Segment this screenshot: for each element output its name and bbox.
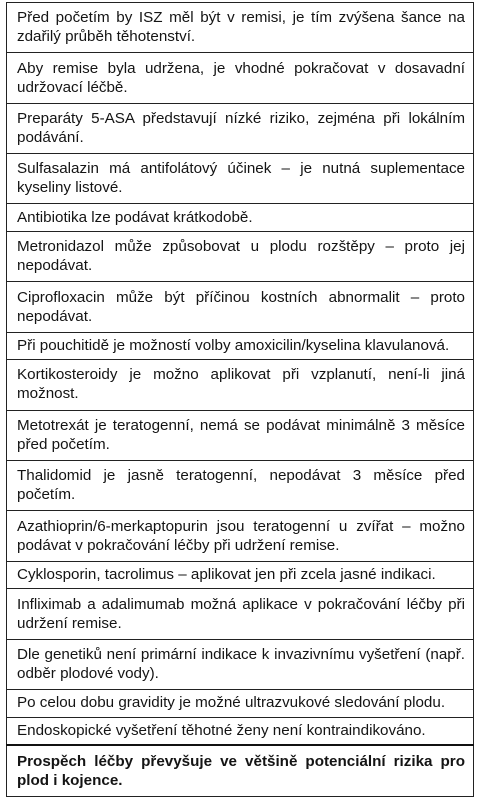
recommendation-cell [7, 232, 474, 282]
recommendation-text: Thalidomid je jasně teratogenní, nepodávat 3 měsíce před početím. [17, 467, 465, 504]
recommendation-text: Kortikosteroidy je možno aplikovat při vzplanutí, není-li jiná možnost. [17, 366, 465, 403]
recommendation-text: Azathioprin/6-merkaptopurin jsou teratogenní u zvířat – možno podávat v pokračování léčby při udržení remise. [17, 517, 465, 554]
recommendation-text: Před početím by ISZ měl být v remisi, je tím zvýšena šance na zdařilý průběh těhotenství. [17, 9, 465, 46]
recommendation-text: Preparáty 5-ASA představují nízké riziko, zejména při lokálním podávání. [17, 109, 465, 146]
table-row [7, 410, 474, 460]
recommendation-text: Metotrexát je teratogenní, nemá se podávat minimálně 3 měsíce před početím. [17, 416, 465, 453]
recommendation-text: Metronidazol může způsobovat u plodu rozštěpy – proto jej nepodávat. [17, 238, 465, 275]
table-row [7, 589, 474, 639]
recommendation-cell [7, 53, 474, 103]
recommendation-cell [7, 3, 474, 53]
recommendations-table-container [6, 2, 474, 797]
recommendation-cell [7, 561, 474, 589]
recommendation-text: Po celou dobu gravidity je možné ultrazvukové sledování plodu. [17, 694, 446, 712]
table-row [7, 461, 474, 511]
recommendation-cell [7, 717, 474, 745]
recommendation-text: Ciprofloxacin může být příčinou kostních abnormalit – proto nepodávat. [17, 288, 465, 325]
table-row [7, 360, 474, 410]
recommendation-cell [7, 511, 474, 561]
recommendation-cell [7, 745, 474, 796]
table-row [7, 717, 474, 745]
recommendation-cell [7, 332, 474, 360]
table-row [7, 745, 474, 796]
recommendation-text: Dle genetiků není primární indikace k invazivnímu vyšetření (např. odběr plodové vody). [17, 645, 465, 682]
recommendation-cell [7, 360, 474, 410]
table-row [7, 204, 474, 232]
recommendation-text: Infliximab a adalimumab možná aplikace v pokračování léčby při udržení remise. [17, 595, 465, 632]
table-row [7, 282, 474, 332]
table-row [7, 3, 474, 53]
table-row [7, 53, 474, 103]
table-row [7, 154, 474, 204]
recommendation-cell [7, 410, 474, 460]
recommendation-text: Při pouchitidě je možností volby amoxicilin/kyselina klavulanová. [17, 337, 450, 355]
table-row [7, 690, 474, 718]
recommendation-text: Sulfasalazin má antifolátový účinek – je nutná suplementace kyseliny listové. [17, 160, 465, 197]
table-row [7, 511, 474, 561]
recommendation-cell [7, 282, 474, 332]
table-row [7, 561, 474, 589]
recommendation-cell [7, 690, 474, 718]
recommendations-table [6, 2, 474, 797]
table-row [7, 639, 474, 689]
recommendation-cell [7, 589, 474, 639]
recommendations-table-body [7, 3, 474, 797]
conclusion-text: Prospěch léčby převyšuje ve většině potenciální rizika pro plod i kojence. [17, 752, 465, 789]
recommendation-text: Endoskopické vyšetření těhotné ženy není kontraindikováno. [17, 721, 426, 739]
recommendation-cell [7, 204, 474, 232]
recommendation-text: Cyklosporin, tacrolimus – aplikovat jen při zcela jasné indikaci. [17, 566, 436, 584]
recommendation-cell [7, 154, 474, 204]
table-row [7, 232, 474, 282]
recommendation-cell [7, 461, 474, 511]
recommendation-text: Aby remise byla udržena, je vhodné pokračovat v dosavadní udržovací léčbě. [17, 59, 465, 96]
recommendation-cell [7, 103, 474, 153]
table-row [7, 103, 474, 153]
recommendation-cell [7, 639, 474, 689]
recommendation-text: Antibiotika lze podávat krátkodobě. [17, 208, 253, 226]
table-row [7, 332, 474, 360]
